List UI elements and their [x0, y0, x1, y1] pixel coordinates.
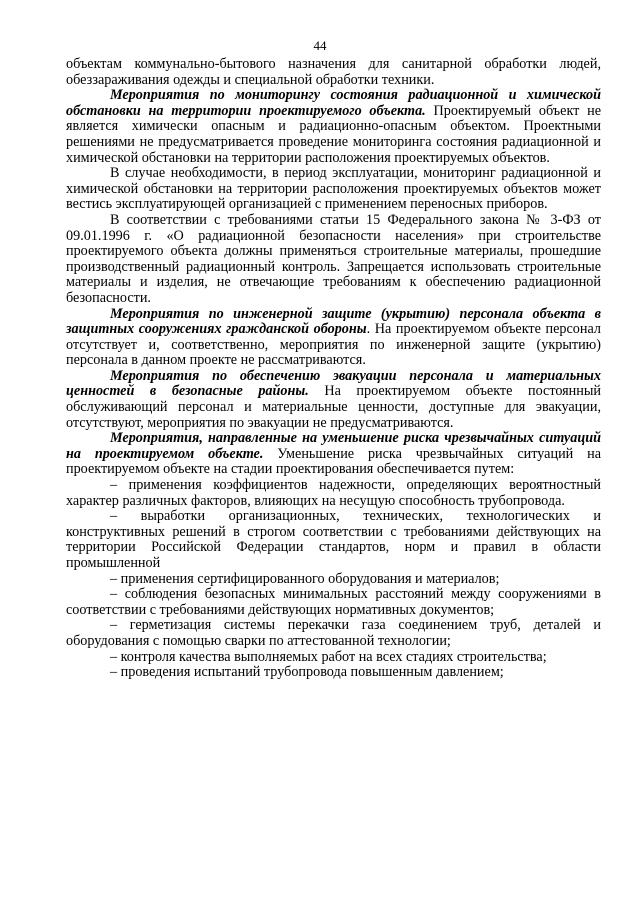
section-heading-protection: Мероприятия по инженерной защите (укрытию) персонала объекта в защитных сооружениях гражданской обороны [66, 305, 601, 338]
list-item: – герметизация системы перекачки газа соединением труб, деталей и оборудования с помощью сварки по аттестованной технологии; [66, 617, 601, 649]
paragraph-protection [66, 307, 601, 369]
paragraph-evacuation [66, 369, 601, 431]
paragraph-monitoring-operation [66, 166, 601, 213]
list-item: – применения коэффициентов надежности, определяющих вероятностный характер различных факторов, влияющих на несущую способность трубопровода. [66, 477, 601, 509]
list-item: – проведения испытаний трубопровода повышенным давлением; [110, 664, 504, 681]
list-item: – контроля качества выполняемых работ на всех стадиях строительства; [110, 648, 547, 665]
document-body [66, 57, 601, 681]
list-item: – соблюдения безопасных минимальных расстояний между сооружениями в соответствии с требованиями действующих нормативных документов; [66, 586, 601, 618]
paragraph-risk-reduction [66, 431, 601, 478]
page-number: 44 [313, 38, 327, 53]
paragraph-continuation [66, 57, 601, 88]
section-heading-monitoring: Мероприятия по мониторингу состояния радиационной и химической обстановки на территории проектируемого объекта. [66, 87, 601, 119]
section-heading-evacuation: Мероприятия по обеспечению эвакуации персонала и материальных ценностей в безопасные районы. [66, 367, 601, 400]
paragraph-text: объектам коммунально-бытового назначения для санитарной обработки людей, обеззараживания одежды и специальной обработки техники. [66, 56, 601, 88]
paragraph-monitoring [66, 88, 601, 166]
list-item: – применения сертифицированного оборудования и материалов; [110, 570, 500, 587]
paragraph-text: В соответствии с требованиями статьи 15 Федерального закона № 3-ФЗ от 09.01.1996 г. «О радиационной безопасности населения» при строительстве проектируемого объекта должны применяться строительные материалы, прошедшие производственный радиационный контроль. Запрещается использовать строительные материалы и изделия, не отвечающие требованиям к обеспечению радиационной безопасности. [66, 211, 601, 306]
paragraph-text: В случае необходимости, в период эксплуатации, мониторинг радиационной и химической обстановки на территории расположения проектируемых объектов может вестись эксплуатирующей организацией с применением переносных приборов. [66, 165, 601, 213]
paragraph-text: Проектируемый объект не является химически опасным и радиационно-опасным объектом. Проектными решениями не предусматривается проведение мониторинга состояния радиационной и химической обстановки на территории расположения проектируемых объектов. [66, 102, 601, 166]
list-item: – выработки организационных, технических, технологических и конструктивных решений в строгом соответствии с требованиями действующих на территории Российской Федерации стандартов, норм и правил в области промышленной [66, 508, 601, 571]
paragraph-text: Уменьшение риска чрезвычайных ситуаций на проектируемом объекте на стадии проектирования обеспечивается путем: [66, 445, 601, 478]
paragraph-text: На проектируемом объекте постоянный обслуживающий персонал и материальные ценности, доступные для эвакуации, отсутствуют, мероприятия по эвакуации не предусматриваются. [66, 383, 601, 431]
paragraph-radiation-law [66, 213, 601, 307]
section-heading-risk-reduction: Мероприятия, направленные на уменьшение риска чрезвычайных ситуаций на проектируемом объекте. [66, 430, 601, 462]
paragraph-text: . На проектируемом объекте персонал отсутствует и, соответственно, мероприятия по инженерной защите (укрытию) персонала в данном проекте не рассматриваются. [66, 321, 601, 369]
